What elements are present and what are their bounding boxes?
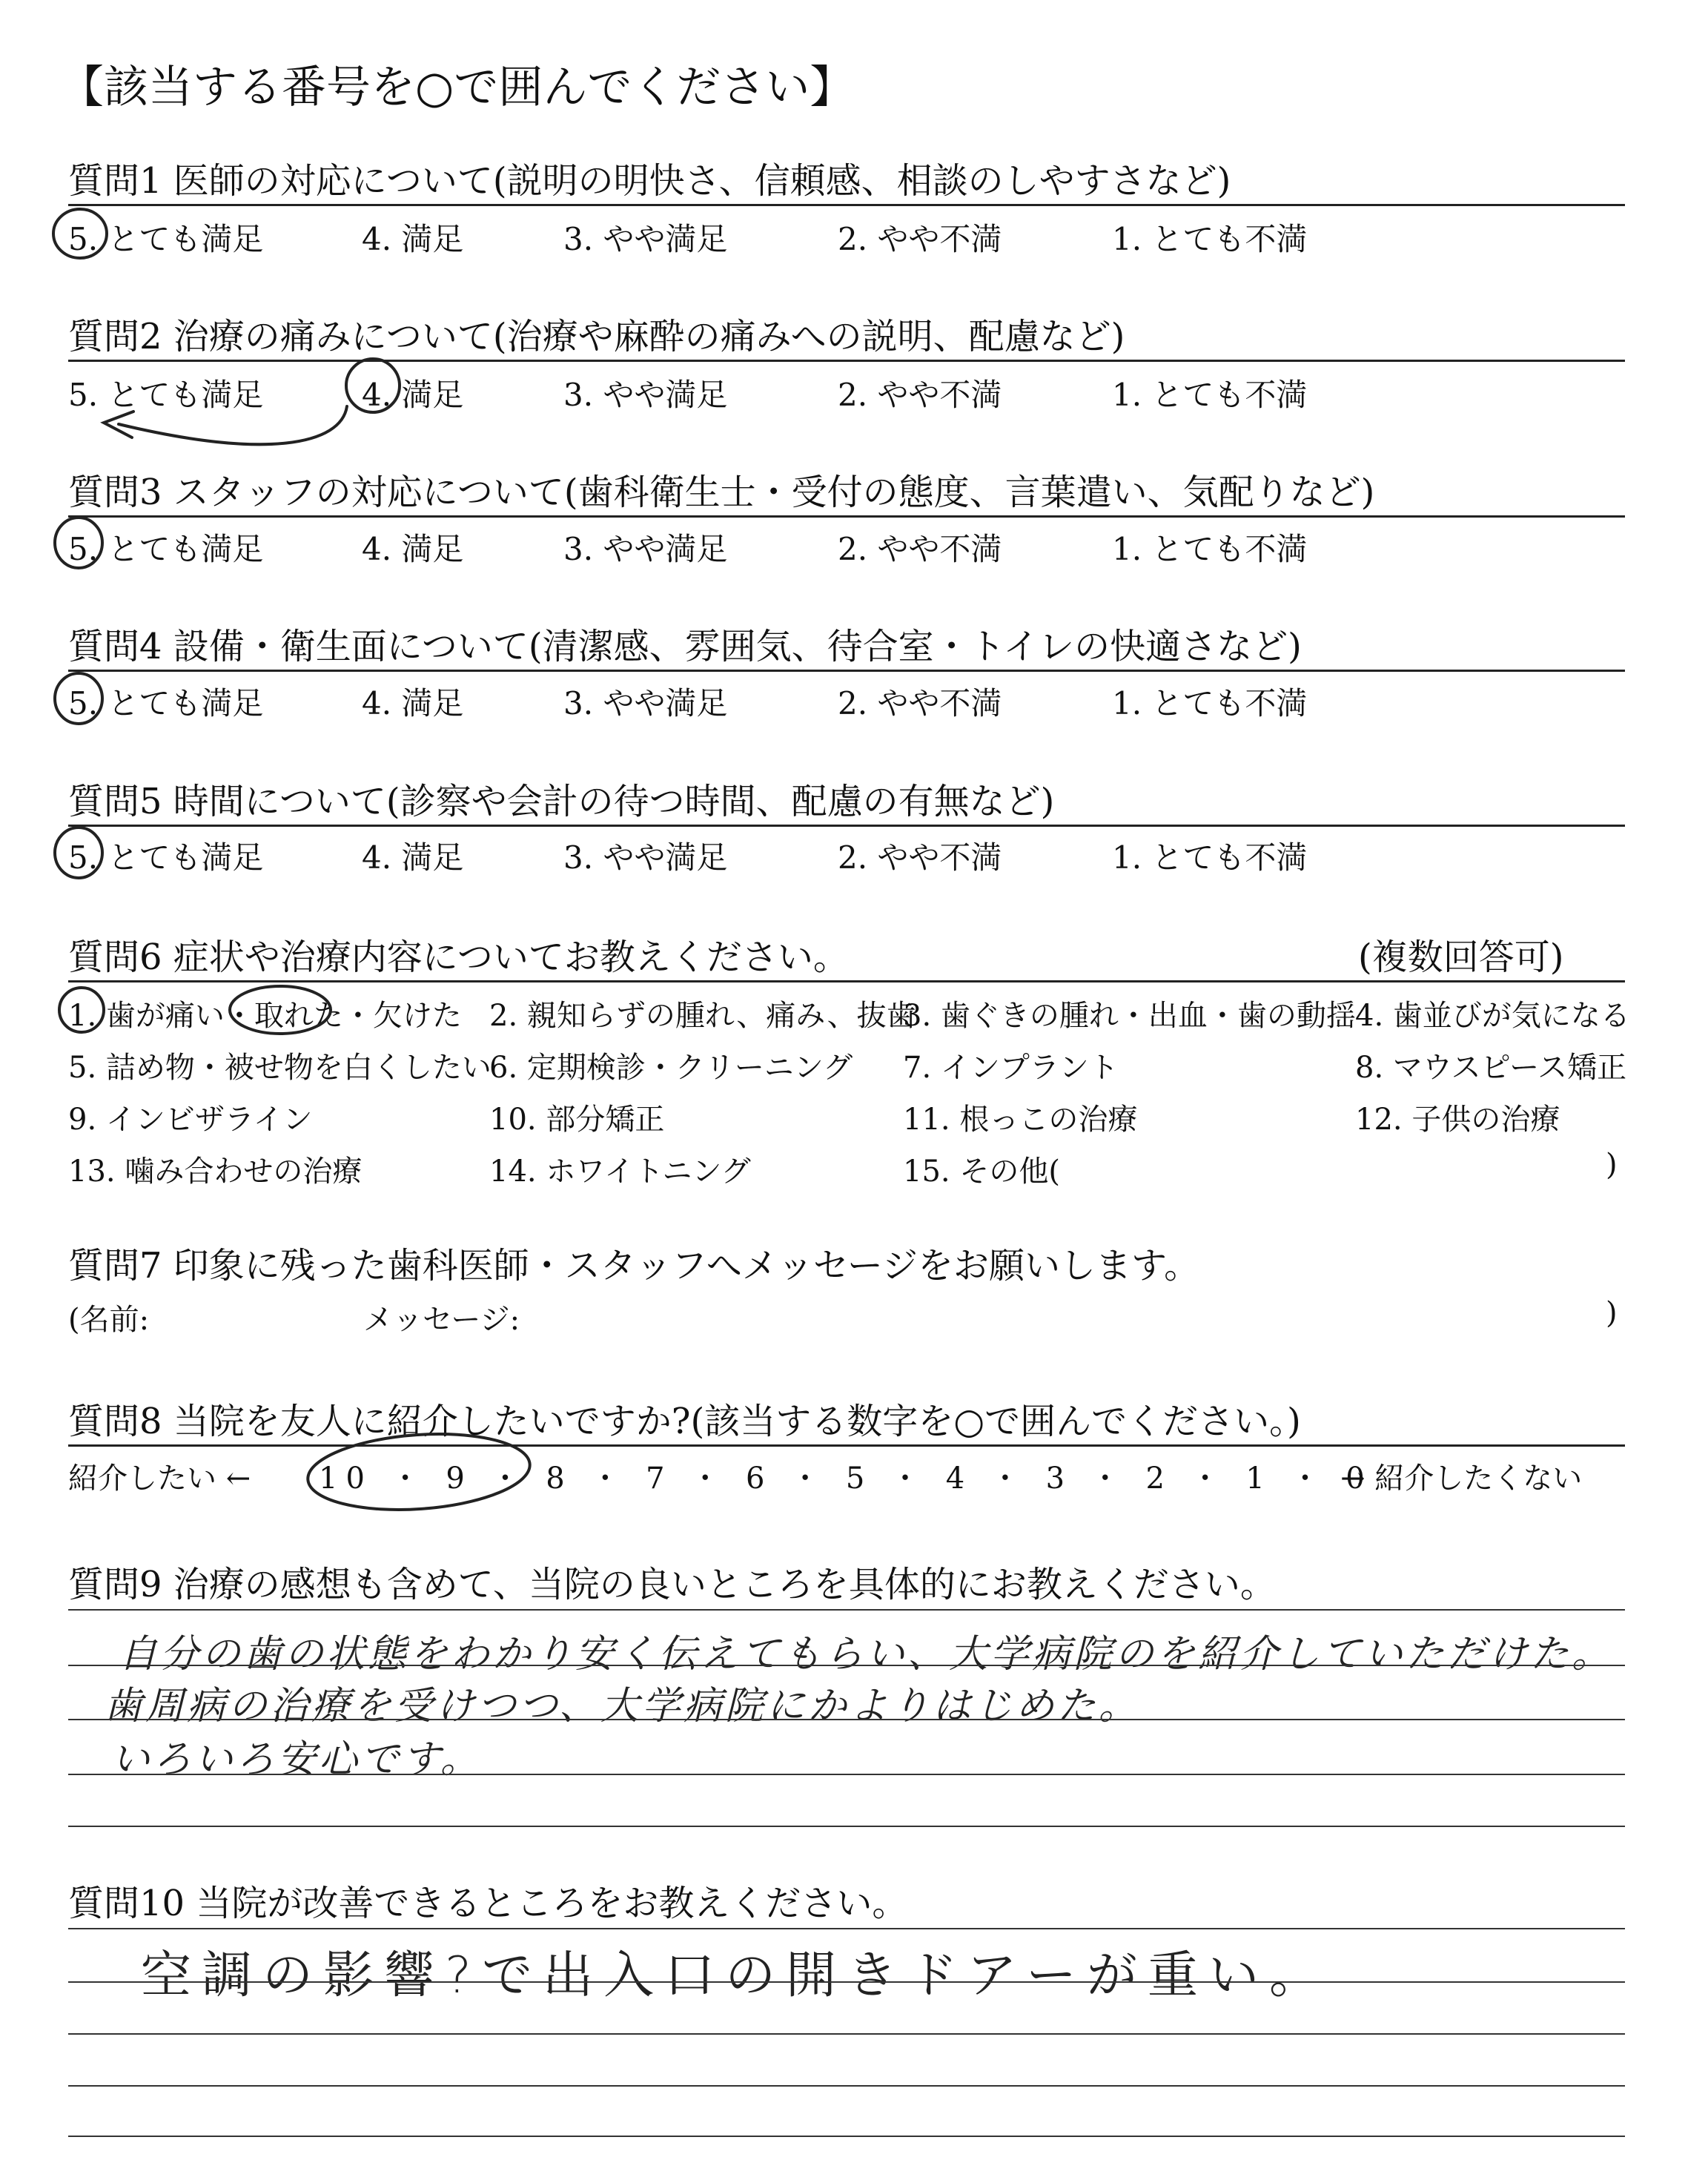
q6-item[interactable]: 9. インビザライン (68, 1103, 313, 1137)
q10-title: 質問10 当院が改善できるところをお教えください。 (68, 1883, 908, 1924)
q5-option-5[interactable]: 5. とても満足 (68, 839, 264, 876)
q6-item[interactable]: 3. 歯ぐきの腫れ・出血・歯の動揺 (903, 999, 1356, 1033)
q4-circle-mark (55, 673, 102, 724)
q9-answer-line: 歯周病の治療を受けつつ、大学病院にかよりはじめた。 (104, 1684, 1140, 1728)
q2-circle-mark (346, 359, 400, 412)
q1-option-4[interactable]: 4. 満足 (362, 221, 464, 257)
q2-option-5[interactable]: 5. とても満足 (68, 377, 264, 413)
q6-title: 質問6 症状や治療内容についてお教えください。 (68, 937, 849, 978)
q6-toreta-circle-mark (230, 986, 331, 1034)
q3-option-3[interactable]: 3. やや満足 (563, 531, 728, 567)
q6-other-close: ) (1606, 1148, 1618, 1182)
q4-option-3[interactable]: 3. やや満足 (563, 685, 728, 721)
q6-item1-circle-mark (59, 988, 104, 1032)
q3-circle-mark (55, 518, 102, 568)
q1-option-1[interactable]: 1. とても不満 (1112, 221, 1308, 257)
q6-item[interactable]: 10. 部分矯正 (489, 1103, 665, 1137)
q5-option-3[interactable]: 3. やや満足 (563, 839, 728, 876)
q1-title: 質問1 医師の対応について(説明の明快さ、信頼感、相談のしやすさなど) (68, 160, 1231, 202)
q1-option-5[interactable]: 5. とても満足 (68, 221, 264, 257)
q6-item[interactable]: 2. 親知らずの腫れ、痛み、抜歯 (489, 999, 916, 1033)
q9-answer-line: いろいろ安心です。 (111, 1737, 482, 1782)
q1-option-3[interactable]: 3. やや満足 (563, 221, 728, 257)
q6-item[interactable]: 4. 歯並びが気になる (1355, 999, 1630, 1033)
q4-option-2[interactable]: 2. やや不満 (838, 685, 1002, 721)
q6-item[interactable]: 12. 子供の治療 (1355, 1103, 1560, 1137)
q9-answer-line: 自分の歯の状態をわかり安く伝えてもらい、大学病院のを紹介していただけた。 (119, 1632, 1614, 1677)
q4-option-1[interactable]: 1. とても不満 (1112, 685, 1308, 721)
q6-item[interactable]: 6. 定期検診・クリーニング (489, 1051, 853, 1085)
q5-option-1[interactable]: 1. とても不満 (1112, 839, 1308, 876)
q3-option-4[interactable]: 4. 満足 (362, 531, 464, 567)
q8-title: 質問8 当院を友人に紹介したいですか?(該当する数字を○で囲んでください。) (68, 1401, 1301, 1442)
q8-right-label: → 紹介したくない (1340, 1462, 1583, 1496)
q6-item[interactable]: 13. 噛み合わせの治療 (68, 1155, 363, 1189)
q7-title: 質問7 印象に残った歯科医師・スタッフへメッセージをお願いします。 (68, 1245, 1200, 1287)
q4-option-5[interactable]: 5. とても満足 (68, 685, 264, 721)
q6-item[interactable]: 1. 歯が痛い・取れた・欠けた (68, 999, 462, 1033)
q4-option-4[interactable]: 4. 満足 (362, 685, 464, 721)
q7-message-label: メッセージ: (363, 1303, 520, 1337)
q6-note: (複数回答可) (1358, 937, 1564, 978)
q8-circle-mark (305, 1427, 532, 1517)
q10-answer-line: 空調の影響?で出入口の開きドアーが重い。 (141, 1946, 1331, 2005)
q6-item[interactable]: 7. インプラント (903, 1051, 1119, 1085)
q5-circle-mark (55, 828, 102, 878)
q3-option-1[interactable]: 1. とても不満 (1112, 531, 1308, 567)
q2-option-1[interactable]: 1. とても不満 (1112, 377, 1308, 413)
q3-option-5[interactable]: 5. とても満足 (68, 531, 264, 567)
q2-option-4[interactable]: 4. 満足 (362, 377, 464, 413)
q6-item[interactable]: 8. マウスピース矯正 (1355, 1051, 1627, 1085)
form-header: 【該当する番号を○で囲んでください】 (59, 62, 855, 113)
q2-option-3[interactable]: 3. やや満足 (563, 377, 728, 413)
q5-title: 質問5 時間について(診察や会計の待つ時間、配慮の有無など) (68, 781, 1055, 822)
q8-left-label: 紹介したい ← (68, 1462, 251, 1496)
q3-title: 質問3 スタッフの対応について(歯科衛生士・受付の態度、言葉遣い、気配りなど) (68, 472, 1375, 513)
q2-option-2[interactable]: 2. やや不満 (838, 377, 1002, 413)
q7-name-label: (名前: (68, 1303, 150, 1337)
q6-item[interactable]: 5. 詰め物・被せ物を白くしたい (68, 1051, 491, 1085)
q2-arrow-mark (119, 406, 347, 444)
q6-item[interactable]: 15. その他( (903, 1155, 1060, 1189)
q1-option-2[interactable]: 2. やや不満 (838, 221, 1002, 257)
q6-item[interactable]: 14. ホワイトニング (489, 1155, 751, 1189)
q2-title: 質問2 治療の痛みについて(治療や麻酔の痛みへの説明、配慮など) (68, 316, 1125, 357)
q8-scale[interactable]: 10 ・ 9 ・ 8 ・ 7 ・ 6 ・ 5 ・ 4 ・ 3 ・ 2 ・ 1 ・ 0 (319, 1462, 1373, 1496)
q5-option-2[interactable]: 2. やや不満 (838, 839, 1002, 876)
q7-close: ) (1606, 1296, 1618, 1330)
q6-item[interactable]: 11. 根っこの治療 (903, 1103, 1138, 1137)
q5-option-4[interactable]: 4. 満足 (362, 839, 464, 876)
q4-title: 質問4 設備・衛生面について(清潔感、雰囲気、待合室・トイレの快適さなど) (68, 626, 1302, 667)
q9-title: 質問9 治療の感想も含めて、当院の良いところを具体的にお教えください。 (68, 1564, 1276, 1605)
q1-circle-mark (53, 209, 107, 258)
q3-option-2[interactable]: 2. やや不満 (838, 531, 1002, 567)
